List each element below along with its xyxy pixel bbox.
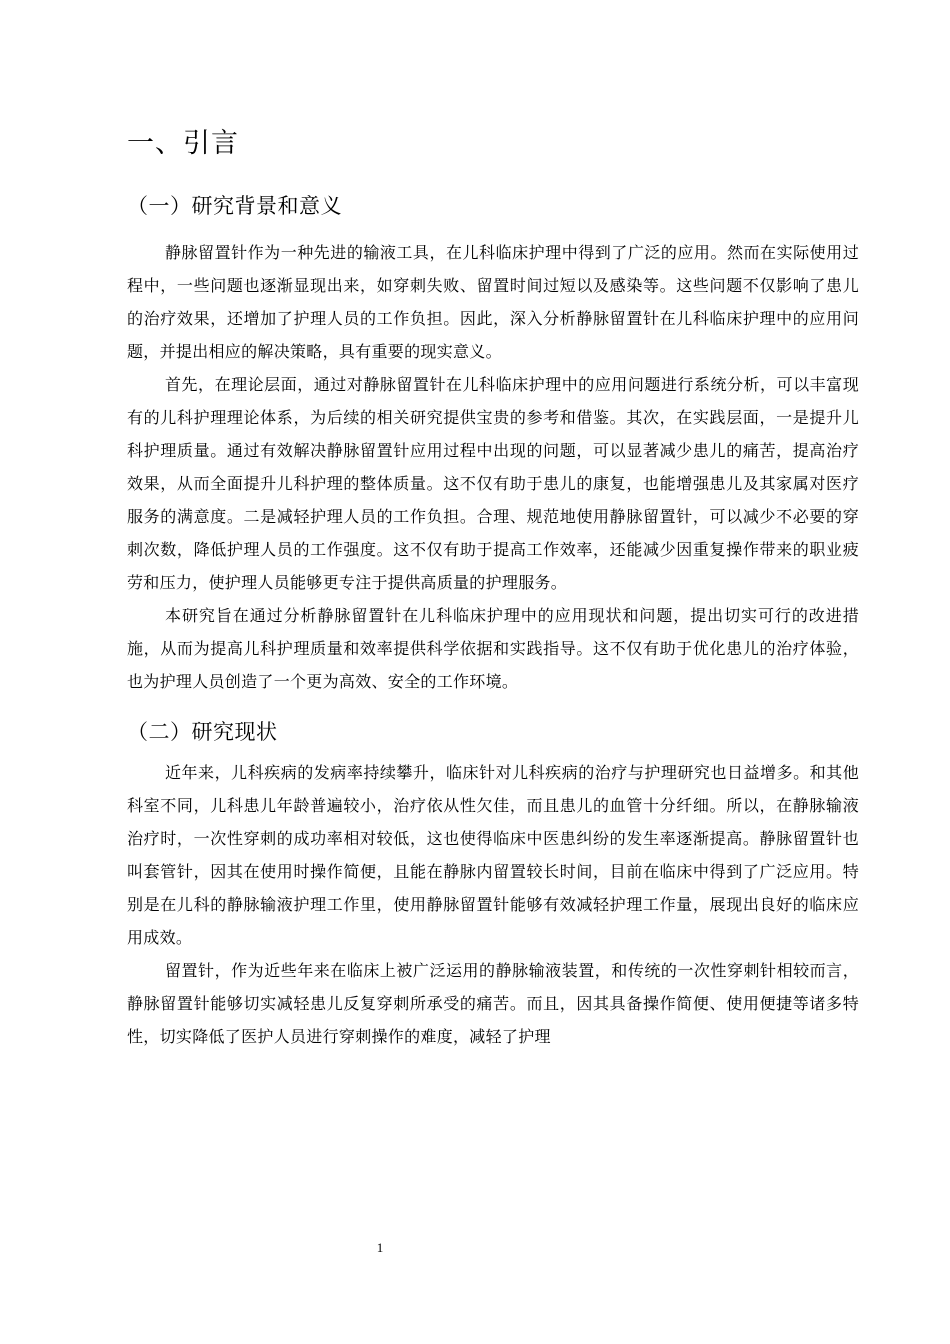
body-paragraph: 静脉留置针作为一种先进的输液工具，在儿科临床护理中得到了广泛的应用。然而在实际使用过程中，一些问题也逐渐显现出来，如穿刺失败、留置时间过短以及感染等。这些问题不仅影响了患儿的治疗效果，还增加了护理人员的工作负担。因此，深入分析静脉留置针在儿科临床护理中的应用问题，并提出相应的解决策略，具有重要的现实意义。 — [127, 243, 859, 361]
page-number: 1 — [376, 1240, 384, 1255]
section-title-background: （一）研究背景和意义 — [127, 194, 342, 218]
body-paragraph: 近年来，儿科疾病的发病率持续攀升，临床针对儿科疾病的治疗与护理研究也日益增多。和其他科室不同，儿科患儿年龄普遍较小，治疗依从性欠佳，而且患儿的血管十分纤细。所以，在静脉输液治疗时，一次性穿刺的成功率相对较低，这也使得临床中医患纠纷的发生率逐渐提高。静脉留置针也叫套管针，因其在使用时操作简便，且能在静脉内留置较长时间，目前在临床中得到了广泛应用。特别是在儿科的静脉输液护理工作里，使用静脉留置针能够有效减轻护理工作量，展现出良好的临床应用成效。 — [127, 763, 859, 947]
page-content — [127, 120, 859, 1053]
body-paragraph: 首先，在理论层面，通过对静脉留置针在儿科临床护理中的应用问题进行系统分析，可以丰富现有的儿科护理理论体系，为后续的相关研究提供宝贵的参考和借鉴。其次，在实践层面，一是提升儿科护理质量。通过有效解决静脉留置针应用过程中出现的问题，可以显著减少患儿的痛苦，提高治疗效果，从而全面提升儿科护理的整体质量。这不仅有助于患儿的康复，也能增强患儿及其家属对医疗服务的满意度。二是减轻护理人员的工作负担。合理、规范地使用静脉留置针，可以减少不必要的穿刺次数，降低护理人员的工作强度。这不仅有助于提高工作效率，还能减少因重复操作带来的职业疲劳和压力，使护理人员能够更专注于提供高质量的护理服务。 — [127, 375, 859, 592]
chapter-title: 一、引言 — [127, 128, 239, 159]
section-title-status: （二）研究现状 — [127, 720, 278, 744]
body-paragraph: 本研究旨在通过分析静脉留置针在儿科临床护理中的应用现状和问题，提出切实可行的改进措施，从而为提高儿科护理质量和效率提供科学依据和实践指导。这不仅有助于优化患儿的治疗体验，也为护理人员创造了一个更为高效、安全的工作环境。 — [127, 606, 859, 691]
body-paragraph: 留置针，作为近些年来在临床上被广泛运用的静脉输液装置，和传统的一次性穿刺针相较而言，静脉留置针能够切实减轻患儿反复穿刺所承受的痛苦。而且，因其具备操作简便、使用便捷等诸多特性，切实降低了医护人员进行穿刺操作的难度，减轻了护理 — [127, 961, 859, 1046]
